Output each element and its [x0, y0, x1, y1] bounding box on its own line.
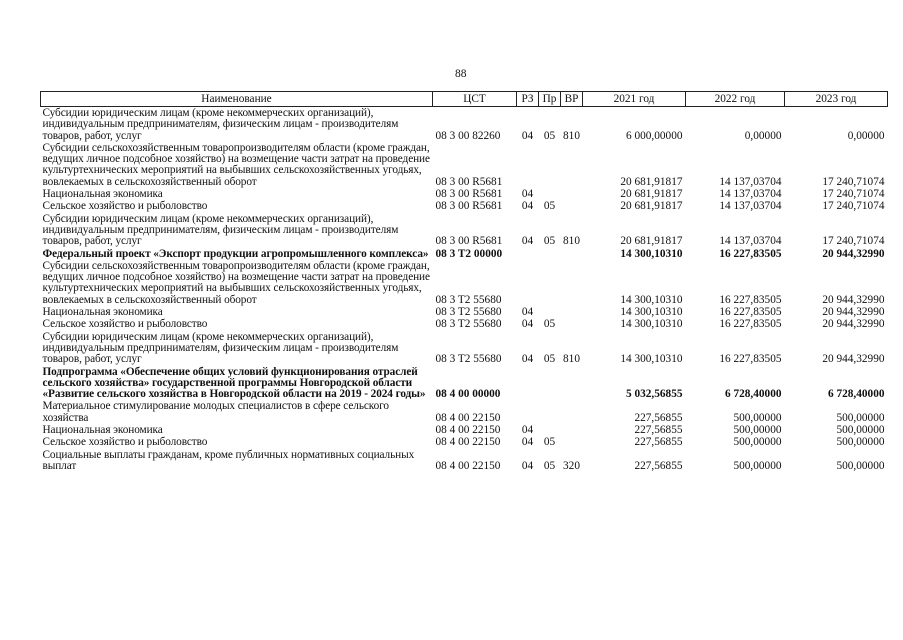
cell-2022: 14 137,03704 — [719, 235, 782, 248]
cell-2021: 227,56855 — [634, 436, 683, 449]
cell-cst: 08 3 T2 55680 — [435, 306, 502, 319]
cell-vr — [561, 142, 583, 188]
cell-name: Субсидии юридическим лицам (кроме некоммерческих организаций), индивидуальным предпринимателям, физическим лицам - производителям товаров, работ, услуг — [42, 107, 399, 142]
cell-vr — [561, 188, 583, 200]
header-pr: Пр — [539, 92, 561, 107]
cell-pr: 05 — [543, 459, 556, 472]
cell-name: Сельское хозяйство и рыболовство — [42, 200, 208, 213]
cell-rz: 04 — [521, 353, 534, 366]
cell-cst: 08 4 00 22150 — [435, 459, 501, 472]
cell-cst: 08 4 00 22150 — [435, 411, 501, 424]
cell-2023: 500,00000 — [836, 436, 885, 449]
table-row — [41, 260, 888, 306]
cell-rz: 04 — [521, 424, 534, 437]
table-body — [41, 107, 888, 473]
table-row — [41, 200, 888, 212]
header-vr: ВР — [561, 92, 583, 107]
cell-2022: 16 227,83505 — [719, 293, 782, 306]
cell-2021: 5 032,56855 — [626, 388, 683, 401]
cell-2022: 16 227,83505 — [719, 306, 782, 319]
header-2022: 2022 год — [686, 92, 785, 107]
cell-2021: 227,56855 — [634, 459, 683, 472]
table-row — [41, 318, 888, 330]
cell-name: Сельское хозяйство и рыболовство — [42, 318, 208, 331]
cell-name: Материальное стимулирование молодых специалистов в сфере сельского хозяйства — [42, 400, 389, 424]
header-cst: ЦСТ — [433, 92, 517, 107]
cell-cst: 08 4 00 22150 — [435, 424, 501, 437]
cell-2021: 14 300,10310 — [620, 318, 683, 331]
cell-2021: 20 681,91817 — [620, 188, 683, 201]
cell-pr: 05 — [543, 129, 556, 142]
cell-vr — [561, 400, 583, 424]
cell-pr — [539, 400, 561, 424]
cell-2021: 14 300,10310 — [620, 293, 683, 306]
cell-name: Субсидии юридическим лицам (кроме некоммерческих организаций), индивидуальным предпринимателям, физическим лицам - производителям товаров, работ, услуг — [42, 330, 399, 366]
cell-name: Сельское хозяйство и рыболовство — [42, 436, 208, 449]
cell-2022: 500,00000 — [733, 436, 782, 449]
cell-rz — [517, 366, 539, 401]
cell-pr: 05 — [543, 318, 556, 331]
cell-rz: 04 — [521, 436, 534, 449]
cell-pr — [539, 306, 561, 318]
cell-cst: 08 4 00 22150 — [435, 436, 501, 449]
cell-2021: 14 300,10310 — [620, 353, 683, 366]
cell-name: Национальная экономика — [42, 306, 163, 319]
cell-vr — [561, 436, 583, 448]
cell-2023: 0,00000 — [847, 129, 885, 142]
cell-pr — [539, 260, 561, 306]
table-row — [41, 142, 888, 188]
cell-rz — [517, 142, 539, 188]
cell-vr — [561, 424, 583, 436]
cell-cst: 08 3 T2 00000 — [435, 247, 503, 260]
cell-name: Субсидии сельскохозяйственным товаропроизводителям области (кроме граждан, ведущих личное подсобное хозяйство) на возмещение части затрат на проведение культуртехнических мероприятий на выбывших сельскохозяйственных угодьях, вовлекаемых в сельскохозяйственный оборот — [42, 259, 430, 306]
cell-vr — [561, 306, 583, 318]
table-row — [41, 366, 888, 401]
cell-2021: 14 300,10310 — [620, 247, 683, 260]
cell-2022: 500,00000 — [733, 459, 782, 472]
cell-2021: 14 300,10310 — [620, 306, 683, 319]
cell-pr — [539, 366, 561, 401]
cell-vr — [561, 248, 583, 260]
cell-pr: 05 — [543, 436, 556, 449]
header-2023: 2023 год — [785, 92, 888, 107]
cell-rz: 04 — [521, 188, 534, 201]
table-row — [41, 400, 888, 424]
cell-2022: 14 137,03704 — [719, 200, 782, 213]
cell-rz — [517, 260, 539, 306]
cell-pr — [539, 188, 561, 200]
cell-2022: 16 227,83505 — [719, 247, 782, 260]
cell-2023: 20 944,32990 — [822, 353, 885, 366]
cell-2023: 500,00000 — [836, 459, 885, 472]
cell-cst: 08 3 00 82260 — [435, 129, 501, 142]
cell-pr — [539, 248, 561, 260]
cell-2021: 6 000,00000 — [626, 129, 683, 142]
cell-vr: 810 — [563, 353, 580, 366]
cell-rz: 04 — [521, 306, 534, 319]
cell-pr: 05 — [543, 235, 556, 248]
cell-vr — [561, 366, 583, 401]
cell-2023: 17 240,71074 — [822, 235, 885, 248]
cell-pr — [539, 142, 561, 188]
cell-vr — [561, 260, 583, 306]
table-row — [41, 424, 888, 436]
cell-rz: 04 — [521, 129, 534, 142]
cell-vr — [561, 200, 583, 212]
header-name: Наименование — [41, 92, 433, 107]
cell-rz — [517, 248, 539, 260]
cell-2023: 20 944,32990 — [822, 318, 885, 331]
cell-2023: 500,00000 — [836, 424, 885, 437]
header-2021: 2021 год — [583, 92, 686, 107]
cell-2023: 17 240,71074 — [822, 188, 885, 201]
cell-2022: 500,00000 — [733, 424, 782, 437]
cell-vr: 320 — [563, 459, 580, 472]
table-row — [41, 248, 888, 260]
cell-2023: 17 240,71074 — [822, 175, 885, 188]
cell-cst: 08 3 T2 55680 — [435, 318, 502, 331]
cell-cst: 08 3 00 R5681 — [435, 188, 503, 201]
cell-2021: 20 681,91817 — [620, 175, 683, 188]
cell-vr — [561, 318, 583, 330]
cell-2023: 17 240,71074 — [822, 200, 885, 213]
cell-pr: 05 — [543, 353, 556, 366]
budget-table — [40, 91, 888, 472]
cell-2021: 227,56855 — [634, 424, 683, 437]
table-row — [41, 436, 888, 448]
table-row — [41, 188, 888, 200]
table-row — [41, 213, 888, 248]
cell-2022: 16 227,83505 — [719, 318, 782, 331]
cell-2023: 20 944,32990 — [822, 306, 885, 319]
cell-cst: 08 3 T2 55680 — [435, 293, 502, 306]
cell-2022: 500,00000 — [733, 411, 782, 424]
cell-2021: 20 681,91817 — [620, 235, 683, 248]
cell-name: Национальная экономика — [42, 188, 163, 201]
cell-name: Социальные выплаты гражданам, кроме публичных нормативных социальных выплат — [42, 448, 415, 472]
cell-name: Национальная экономика — [42, 424, 163, 437]
cell-name: Субсидии сельскохозяйственным товаропроизводителям области (кроме граждан, ведущих личное подсобное хозяйство) на возмещение части затрат на проведение культуртехнических мероприятий на выбывших сельскохозяйственных угодьях, вовлекаемых в сельскохозяйственный оборот — [42, 141, 430, 188]
page-number: 88 — [455, 68, 467, 80]
table-row — [41, 107, 888, 142]
cell-2023: 6 728,40000 — [828, 388, 885, 401]
cell-name: Субсидии юридическим лицам (кроме некоммерческих организаций), индивидуальным предпринимателям, физическим лицам - производителям товаров, работ, услуг — [42, 212, 399, 248]
cell-name: Федеральный проект «Экспорт продукции агропромышленного комплекса» — [42, 247, 429, 260]
table-row — [41, 306, 888, 318]
cell-cst: 08 3 T2 55680 — [435, 353, 502, 366]
cell-2023: 20 944,32990 — [822, 293, 885, 306]
cell-cst: 08 4 00 00000 — [435, 388, 501, 401]
cell-cst: 08 3 00 R5681 — [435, 175, 503, 188]
cell-2022: 14 137,03704 — [719, 188, 782, 201]
cell-2023: 500,00000 — [836, 411, 885, 424]
cell-pr: 05 — [543, 200, 556, 213]
table-row — [41, 449, 888, 473]
cell-name: Подпрограмма «Обеспечение общих условий функционирования отраслей сельского хозяйства» государственной программы Новгородской области «Развитие сельского хозяйства в Новгородской области на 2019 - 2024 годы» — [42, 365, 426, 401]
cell-2023: 20 944,32990 — [822, 247, 885, 260]
cell-pr — [539, 424, 561, 436]
cell-rz: 04 — [521, 235, 534, 248]
cell-cst: 08 3 00 R5681 — [435, 200, 503, 213]
header-rz: РЗ — [517, 92, 539, 107]
cell-2022: 14 137,03704 — [719, 175, 782, 188]
cell-2022: 16 227,83505 — [719, 353, 782, 366]
header-row — [41, 92, 888, 107]
cell-rz: 04 — [521, 459, 534, 472]
cell-vr: 810 — [563, 235, 580, 248]
cell-rz: 04 — [521, 200, 534, 213]
table-row — [41, 331, 888, 366]
cell-rz: 04 — [521, 318, 534, 331]
cell-2022: 0,00000 — [744, 129, 782, 142]
cell-2021: 227,56855 — [634, 411, 683, 424]
cell-vr: 810 — [563, 129, 580, 142]
cell-cst: 08 3 00 R5681 — [435, 235, 503, 248]
cell-rz — [517, 400, 539, 424]
cell-2022: 6 728,40000 — [725, 388, 782, 401]
cell-2021: 20 681,91817 — [620, 200, 683, 213]
